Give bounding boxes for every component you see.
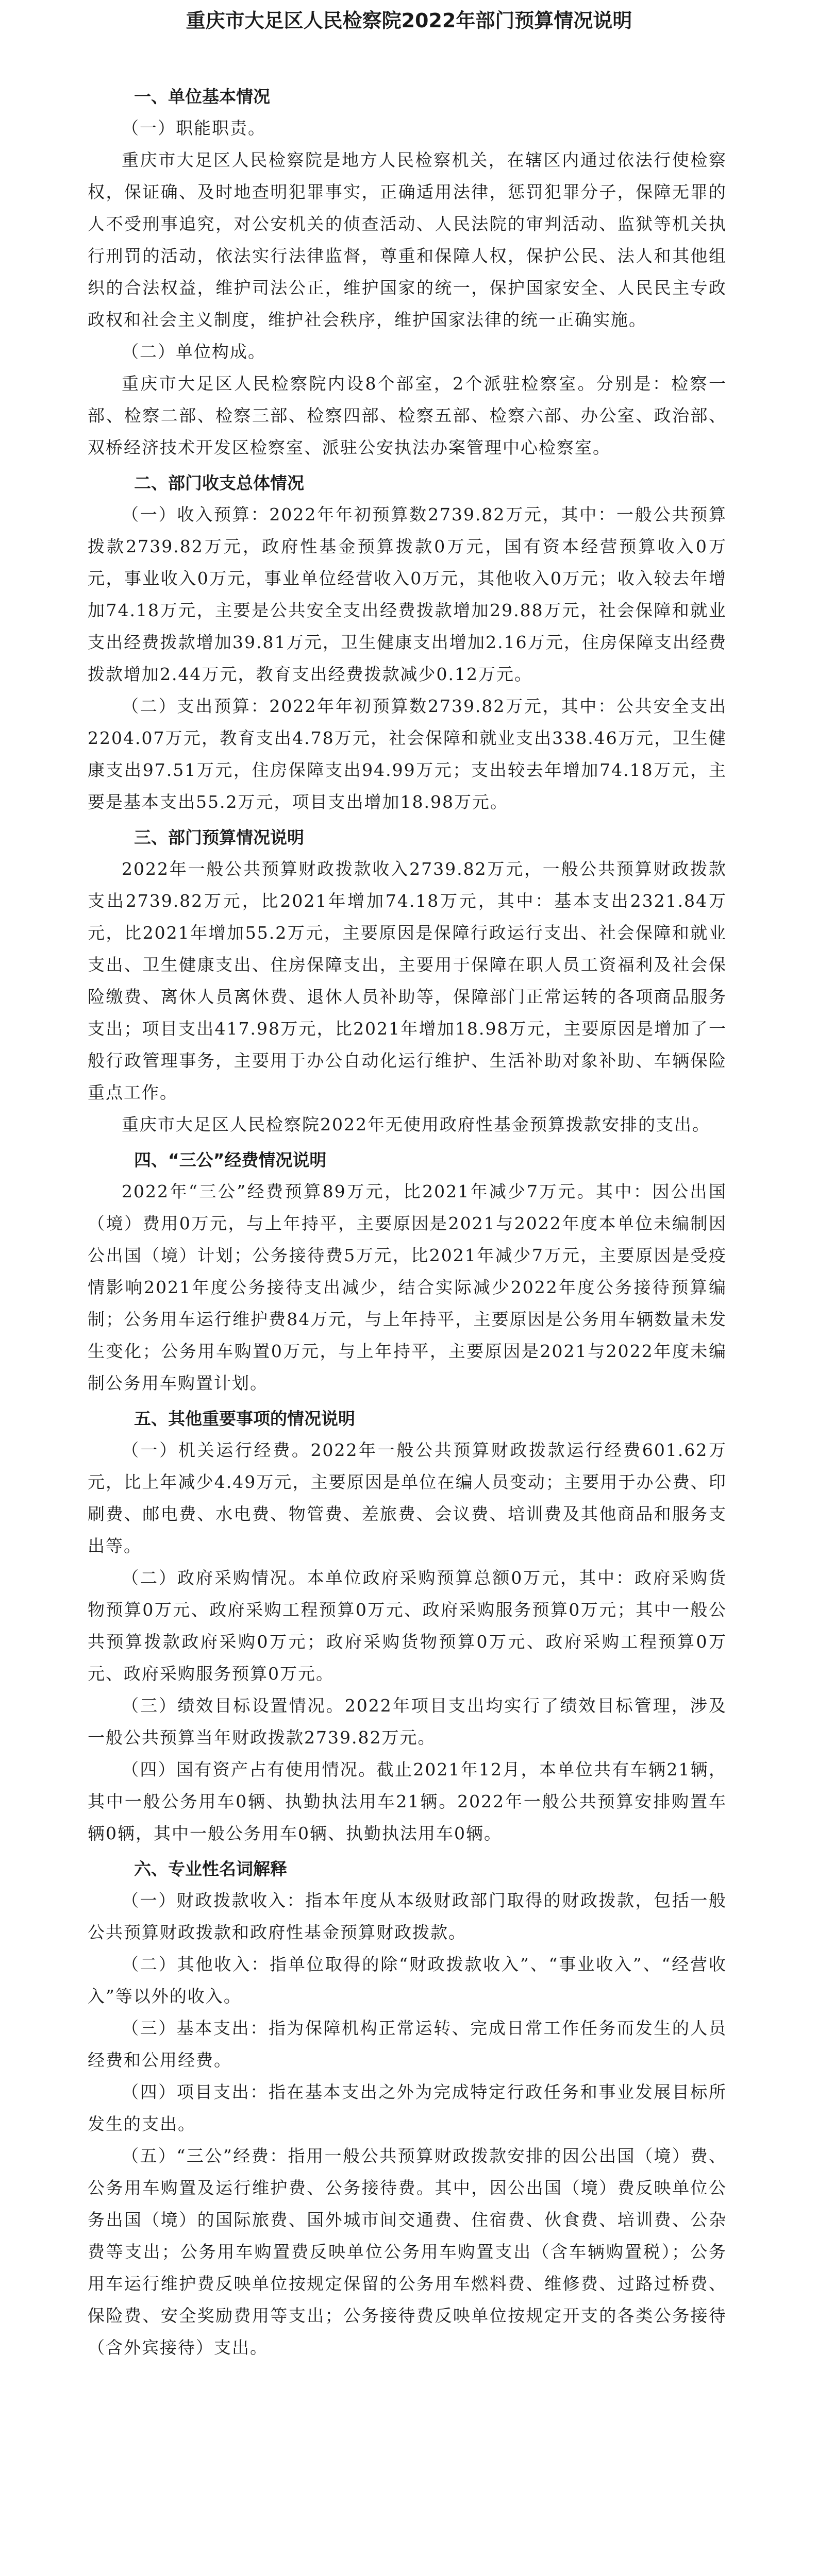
- paragraph: （二）其他收入：指单位取得的除“财政拨款收入”、“事业收入”、“经营收入”等以外的收入。: [88, 1954, 727, 2006]
- paragraph: （三）基本支出：指为保障机构正常运转、完成日常工作任务而发生的人员经费和公用经费。: [88, 2018, 727, 2070]
- paragraph: （二）政府采购情况。本单位政府采购预算总额0万元，其中：政府采购货物预算0万元、政府采购工程预算0万元、政府采购服务预算0万元；其中一般公共预算拨款政府采购0万元；政府采购货物预算0万元、政府采购工程预算0万元、政府采购服务预算0万元。: [88, 1568, 727, 1684]
- paragraph: （五）“三公”经费：指用一般公共预算财政拨款安排的因公出国（境）费、公务用车购置及运行维护费、公务接待费。其中，因公出国（境）费反映单位公务出国（境）的国际旅费、国外城市间交通费、住宿费、伙食费、培训费、公杂费等支出；公务用车购置费反映单位公务用车购置支出（含车辆购置税）；公务用车运行维护费反映单位按规定保留的公务用车燃料费、维修费、过路过桥费、保险费、安全奖励费用等支出；公务接待费反映单位按规定开支的各类公务接待（含外宾接待）支出。: [88, 2146, 727, 2358]
- section-heading-budget-explanation: 三、部门预算情况说明: [134, 827, 304, 848]
- paragraph: 重庆市大足区人民检察院内设8个部室，2个派驻检察室。分别是：检察一部、检察二部、检察三部、检察四部、检察五部、检察六部、办公室、政治部、双桥经济技术开发区检察室、派驻公安执法办案管理中心检察室。: [88, 374, 727, 457]
- section-heading-other-matters: 五、其他重要事项的情况说明: [134, 1409, 355, 1429]
- paragraph: 重庆市大足区人民检察院2022年无使用政府性基金预算拨款安排的支出。: [122, 1114, 710, 1134]
- document-title: 重庆市大足区人民检察院2022年部门预算情况说明: [186, 9, 632, 32]
- document-body: [88, 77, 727, 2364]
- paragraph: （四）项目支出：指在基本支出之外为完成特定行政任务和事业发展目标所发生的支出。: [88, 2082, 727, 2134]
- paragraph: （一）财政拨款收入：指本年度从本级财政部门取得的财政拨款，包括一般公共预算财政拨款和政府性基金预算财政拨款。: [88, 1890, 727, 1942]
- paragraph: 2022年一般公共预算财政拨款收入2739.82万元，一般公共预算财政拨款支出2739.82万元，比2021年增加74.18万元，其中：基本支出2321.84万元，比2021年增加55.2万元，主要原因是保障行政运行支出、社会保障和就业支出、卫生健康支出、住房保障支出，主要用于保障在职人员工资福利及社会保险缴费、离休人员离休费、退休人员补助等，保障部门正常运转的各项商品服务支出；项目支出417.98万元，比2021年增加18.98万元，主要原因是增加了一般行政管理事务，主要用于办公自动化运行维护、生活补助对象补助、车辆保险重点工作。: [88, 859, 727, 1103]
- paragraph: （一）收入预算：2022年年初预算数2739.82万元，其中：一般公共预算拨款2739.82万元，政府性基金预算拨款0万元，国有资本经营预算收入0万元，事业收入0万元，事业单位经营收入0万元，其他收入0万元；收入较去年增加74.18万元，主要是公共安全支出经费拨款增加29.88万元，社会保障和就业支出经费拨款增加39.81万元，卫生健康支出增加2.16万元，住房保障支出经费拨款增加2.44万元，教育支出经费拨款减少0.12万元。: [88, 504, 727, 684]
- section-heading-basic-info: 一、单位基本情况: [134, 87, 270, 107]
- paragraph: （一）机关运行经费。2022年一般公共预算财政拨款运行经费601.62万元，比上年减少4.49万元，主要原因是单位在编人员变动；主要用于办公费、印刷费、邮电费、水电费、物管费、差旅费、会议费、培训费及其他商品和服务支出等。: [88, 1440, 727, 1556]
- section-heading-three-public-funds: 四、“三公”经费情况说明: [134, 1150, 327, 1170]
- paragraph: （二）支出预算：2022年年初预算数2739.82万元，其中：公共安全支出2204.07万元，教育支出4.78万元，社会保障和就业支出338.46万元，卫生健康支出97.51万元，住房保障支出94.99万元；支出较去年增加74.18万元，主要是基本支出55.2万元，项目支出增加18.98万元。: [88, 696, 727, 812]
- paragraph: 重庆市大足区人民检察院是地方人民检察机关，在辖区内通过依法行使检察权，保证确、及时地查明犯罪事实，正确适用法律，惩罚犯罪分子，保障无罪的人不受刑事追究，对公安机关的侦查活动、人民法院的审判活动、监狱等机关执行刑罚的活动，依法实行法律监督，尊重和保障人权，保护公民、法人和其他组织的合法权益，维护司法公正，维护国家的统一，保护国家安全、人民民主专政政权和社会主义制度，维护社会秩序，维护国家法律的统一正确实施。: [88, 150, 727, 330]
- paragraph: （一）职能职责。: [122, 118, 266, 138]
- paragraph: （二）单位构成。: [122, 342, 266, 362]
- paragraph: 2022年“三公”经费预算89万元，比2021年减少7万元。其中：因公出国（境）费用0万元，与上年持平，主要原因是2021与2022年度本单位未编制因公出国（境）计划；公务接待费5万元，比2021年减少7万元，主要原因是受疫情影响2021年度公务接待支出减少，结合实际减少2022年度公务接待预算编制；公务用车运行维护费84万元，与上年持平，主要原因是公务用车辆数量未发生变化；公务用车购置0万元，与上年持平，主要原因是2021与2022年度未编制公务用车购置计划。: [88, 1181, 727, 1393]
- paragraph: （四）国有资产占有使用情况。截止2021年12月，本单位共有车辆21辆，其中一般公务用车0辆、执勤执法用车21辆。2022年一般公共预算安排购置车辆0辆，其中一般公务用车0辆、执勤执法用车0辆。: [88, 1759, 727, 1843]
- section-heading-income-expense: 二、部门收支总体情况: [134, 473, 304, 493]
- paragraph: （三）绩效目标设置情况。2022年项目支出均实行了绩效目标管理，涉及一般公共预算当年财政拨款2739.82万元。: [88, 1696, 727, 1748]
- section-heading-glossary: 六、专业性名词解释: [134, 1859, 287, 1879]
